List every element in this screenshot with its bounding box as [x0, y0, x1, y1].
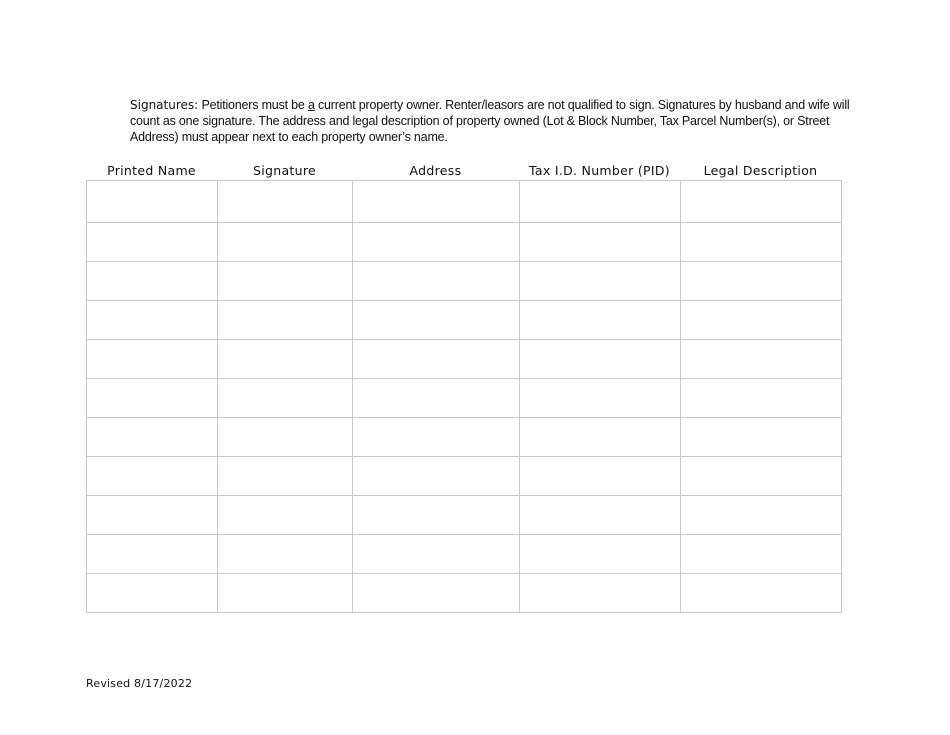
instructions-underlined-word: a	[307, 98, 315, 112]
cell-legal-description[interactable]	[681, 457, 842, 496]
cell-printed-name[interactable]	[87, 262, 218, 301]
cell-signature[interactable]	[218, 262, 353, 301]
cell-address[interactable]	[353, 262, 520, 301]
cell-printed-name[interactable]	[87, 181, 218, 223]
cell-address[interactable]	[353, 418, 520, 457]
cell-printed-name[interactable]	[87, 574, 218, 613]
cell-signature[interactable]	[218, 496, 353, 535]
cell-legal-description[interactable]	[681, 181, 842, 223]
revision-date: Revised 8/17/2022	[86, 677, 193, 690]
cell-tax-id-number[interactable]	[520, 340, 681, 379]
cell-signature[interactable]	[218, 418, 353, 457]
cell-signature[interactable]	[218, 301, 353, 340]
table-row	[87, 181, 842, 223]
cell-legal-description[interactable]	[681, 340, 842, 379]
header-legal-description: Legal Description	[703, 163, 818, 178]
table-row	[87, 340, 842, 379]
table-row	[87, 301, 842, 340]
cell-address[interactable]	[353, 340, 520, 379]
cell-printed-name[interactable]	[87, 340, 218, 379]
table-row	[87, 379, 842, 418]
cell-address[interactable]	[353, 496, 520, 535]
cell-signature[interactable]	[218, 574, 353, 613]
header-tax-id-number: Tax I.D. Number (PID)	[529, 163, 670, 178]
cell-tax-id-number[interactable]	[520, 574, 681, 613]
cell-signature[interactable]	[218, 340, 353, 379]
instructions-text-part2: current property owner. Renter/leasors are not qualified to sign. Signatures by husband and wife will count as one signature. The address and legal description of property owned (Lot & Block Number, Tax Parcel Number(s), or Street Address) must appear next to each property owner’s name.	[130, 98, 850, 144]
column-headers	[86, 163, 841, 181]
table-row	[87, 223, 842, 262]
cell-tax-id-number[interactable]	[520, 301, 681, 340]
cell-printed-name[interactable]	[87, 535, 218, 574]
cell-tax-id-number[interactable]	[520, 457, 681, 496]
cell-printed-name[interactable]	[87, 379, 218, 418]
cell-signature[interactable]	[218, 379, 353, 418]
cell-legal-description[interactable]	[681, 223, 842, 262]
cell-printed-name[interactable]	[87, 496, 218, 535]
table-row	[87, 496, 842, 535]
instructions-lead: Signatures:	[130, 98, 199, 112]
cell-tax-id-number[interactable]	[520, 418, 681, 457]
cell-legal-description[interactable]	[681, 301, 842, 340]
cell-printed-name[interactable]	[87, 418, 218, 457]
table-row	[87, 574, 842, 613]
cell-tax-id-number[interactable]	[520, 496, 681, 535]
cell-address[interactable]	[353, 301, 520, 340]
cell-legal-description[interactable]	[681, 535, 842, 574]
cell-tax-id-number[interactable]	[520, 535, 681, 574]
signature-table	[86, 180, 842, 613]
cell-signature[interactable]	[218, 457, 353, 496]
instructions-text-part1: Petitioners must be	[198, 98, 308, 112]
signature-table-body	[87, 181, 842, 613]
cell-legal-description[interactable]	[681, 379, 842, 418]
cell-printed-name[interactable]	[87, 457, 218, 496]
header-printed-name: Printed Name	[107, 163, 196, 178]
table-row	[87, 262, 842, 301]
cell-signature[interactable]	[218, 535, 353, 574]
table-row	[87, 535, 842, 574]
cell-legal-description[interactable]	[681, 418, 842, 457]
cell-legal-description[interactable]	[681, 496, 842, 535]
header-signature: Signature	[252, 163, 316, 178]
cell-address[interactable]	[353, 181, 520, 223]
table-row	[87, 418, 842, 457]
cell-legal-description[interactable]	[681, 262, 842, 301]
cell-address[interactable]	[353, 457, 520, 496]
cell-tax-id-number[interactable]	[520, 181, 681, 223]
cell-address[interactable]	[353, 379, 520, 418]
cell-signature[interactable]	[218, 223, 353, 262]
cell-signature[interactable]	[218, 181, 353, 223]
cell-address[interactable]	[353, 223, 520, 262]
signature-instructions	[130, 97, 862, 145]
table-row	[87, 457, 842, 496]
cell-address[interactable]	[353, 574, 520, 613]
cell-address[interactable]	[353, 535, 520, 574]
cell-printed-name[interactable]	[87, 301, 218, 340]
cell-printed-name[interactable]	[87, 223, 218, 262]
header-address: Address	[409, 163, 462, 178]
cell-tax-id-number[interactable]	[520, 262, 681, 301]
cell-tax-id-number[interactable]	[520, 223, 681, 262]
cell-legal-description[interactable]	[681, 574, 842, 613]
cell-tax-id-number[interactable]	[520, 379, 681, 418]
